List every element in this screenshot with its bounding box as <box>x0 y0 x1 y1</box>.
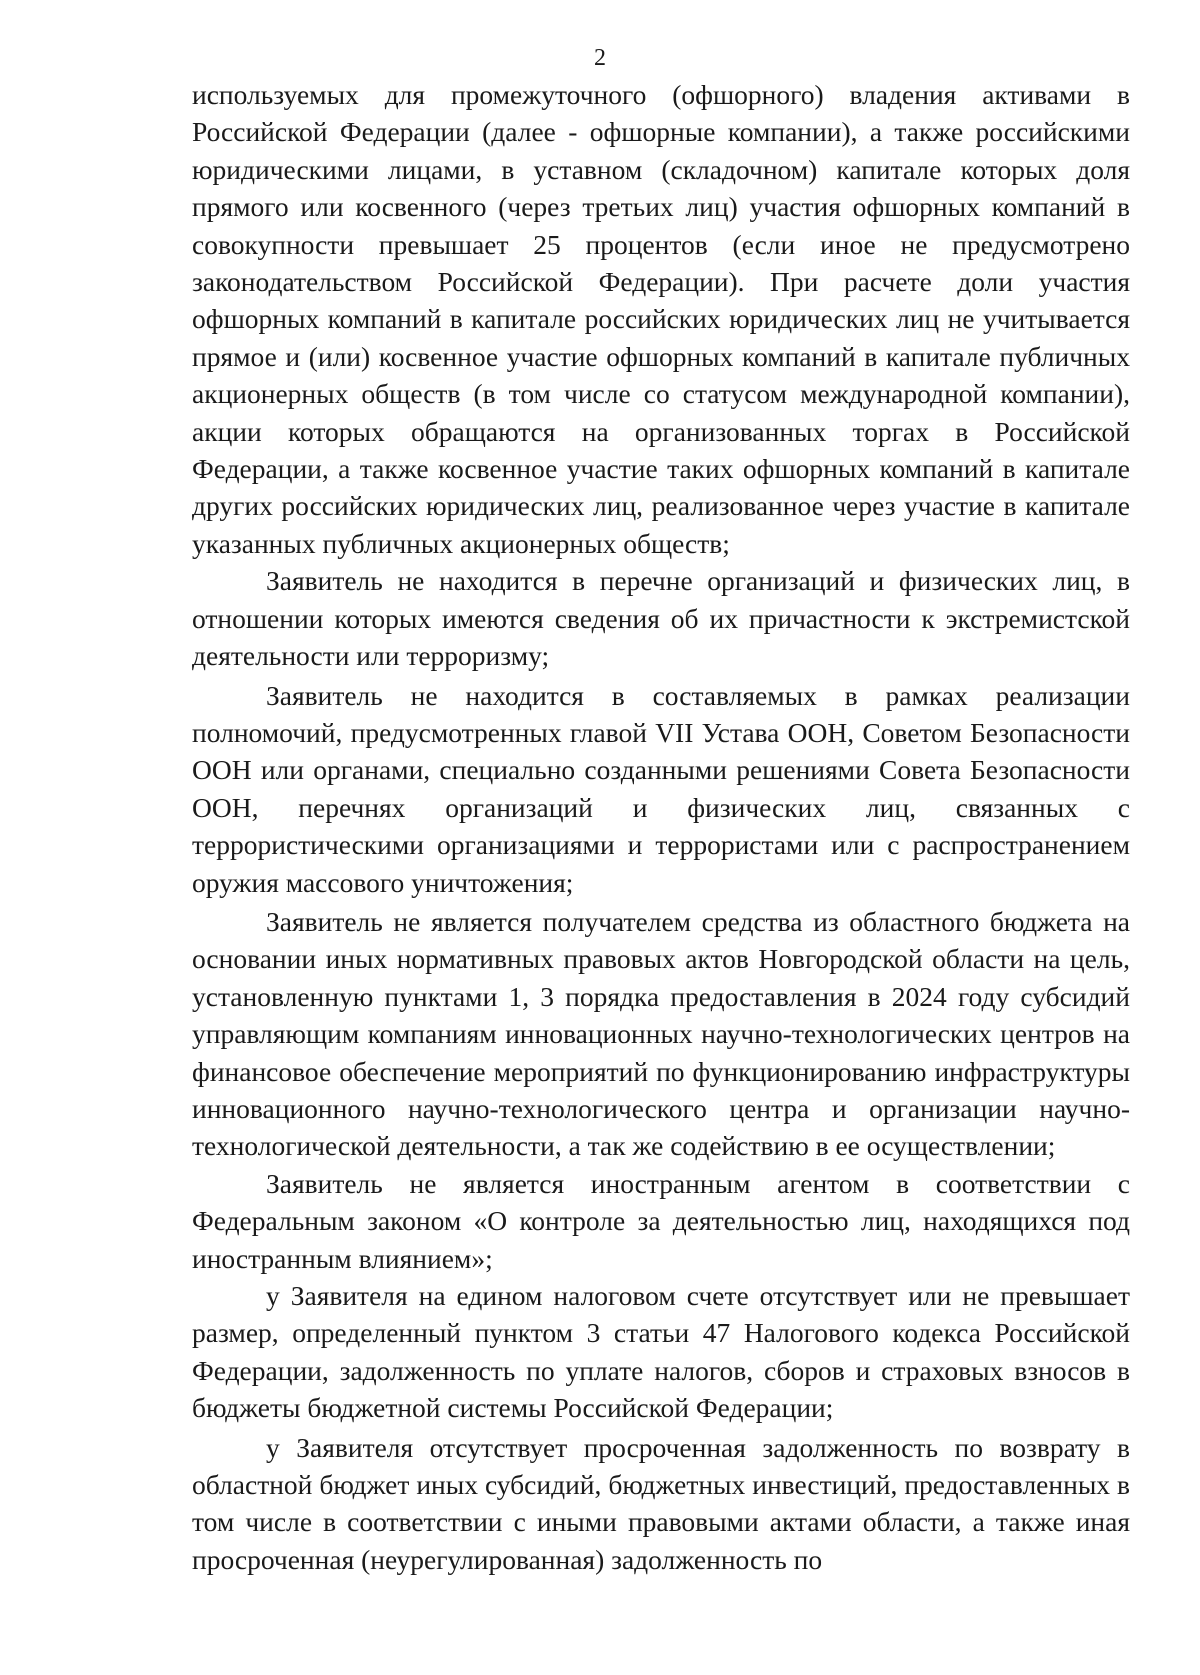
paragraph-tax-debt: у Заявителя на едином налоговом счете отсутствует или не превышает размер, определенный пунктом 3 статьи 47 Налогового кодекса Российской Федерации, задолженность по уплате налогов, сборов и страховых взносов в бюджеты бюджетной системы Российской Федерации; <box>192 1280 1130 1424</box>
paragraph-budget-recipient: Заявитель не является получателем средства из областного бюджета на основании иных нормативных правовых актов Новгородской области на цель, установленную пунктами 1, 3 порядка предоставления в 2024 году субсидий управляющим компаниям инновационных научно-технологических центров на финансовое обеспечение мероприятий по функционированию инфраструктуры инновационного научно-технологического центра и организации научно-технологической деятельности, а так же содействию в ее осуществлении; <box>192 905 1130 1162</box>
paragraph-extremism-list: Заявитель не находится в перечне организаций и физических лиц, в отношении которых имеются сведения об их причастности к экстремистской деятельности или терроризму; <box>192 565 1130 672</box>
document-body <box>192 76 1130 1578</box>
paragraph-offshore-companies: используемых для промежуточного (офшорного) владения активами в Российской Федерации (далее - офшорные компании), а также российскими юридическими лицами, в уставном (складочном) капитале которых доля прямого или косвенного (через третьих лиц) участия офшорных компаний в совокупности превышает 25 процентов (если иное не предусмотрено законодательством Российской Федерации). При расчете доли участия офшорных компаний в капитале российских юридических лиц не учитывается прямое и (или) косвенное участие офшорных компаний в капитале публичных акционерных обществ (в том числе со статусом международной компании), акции которых обращаются на организованных торгах в Российской Федерации, а также косвенное участие таких офшорных компаний в капитале других российских юридических лиц, реализованное через участие в капитале указанных публичных акционерных обществ; <box>192 79 1130 559</box>
paragraph-un-sanctions-lists: Заявитель не находится в составляемых в рамках реализации полномочий, предусмотренных главой VII Устава ООН, Советом Безопасности ООН или органами, специально созданными решениями Совета Безопасности ООН, перечнях организаций и физических лиц, связанных с террористическими организациями и террористами или с распространением оружия массового уничтожения; <box>192 679 1130 898</box>
paragraph-foreign-agent: Заявитель не является иностранным агентом в соответствии с Федеральным законом «О контроле за деятельностью лиц, находящихся под иностранным влиянием»; <box>192 1167 1130 1274</box>
page-number: 2 <box>594 45 606 71</box>
paragraph-overdue-debt: у Заявителя отсутствует просроченная задолженность по возврату в областной бюджет иных субсидий, бюджетных инвестиций, предоставленных в том числе в соответствии с иными правовыми актами области, а также иная просроченная (неурегулированная) задолженность по <box>192 1431 1130 1575</box>
